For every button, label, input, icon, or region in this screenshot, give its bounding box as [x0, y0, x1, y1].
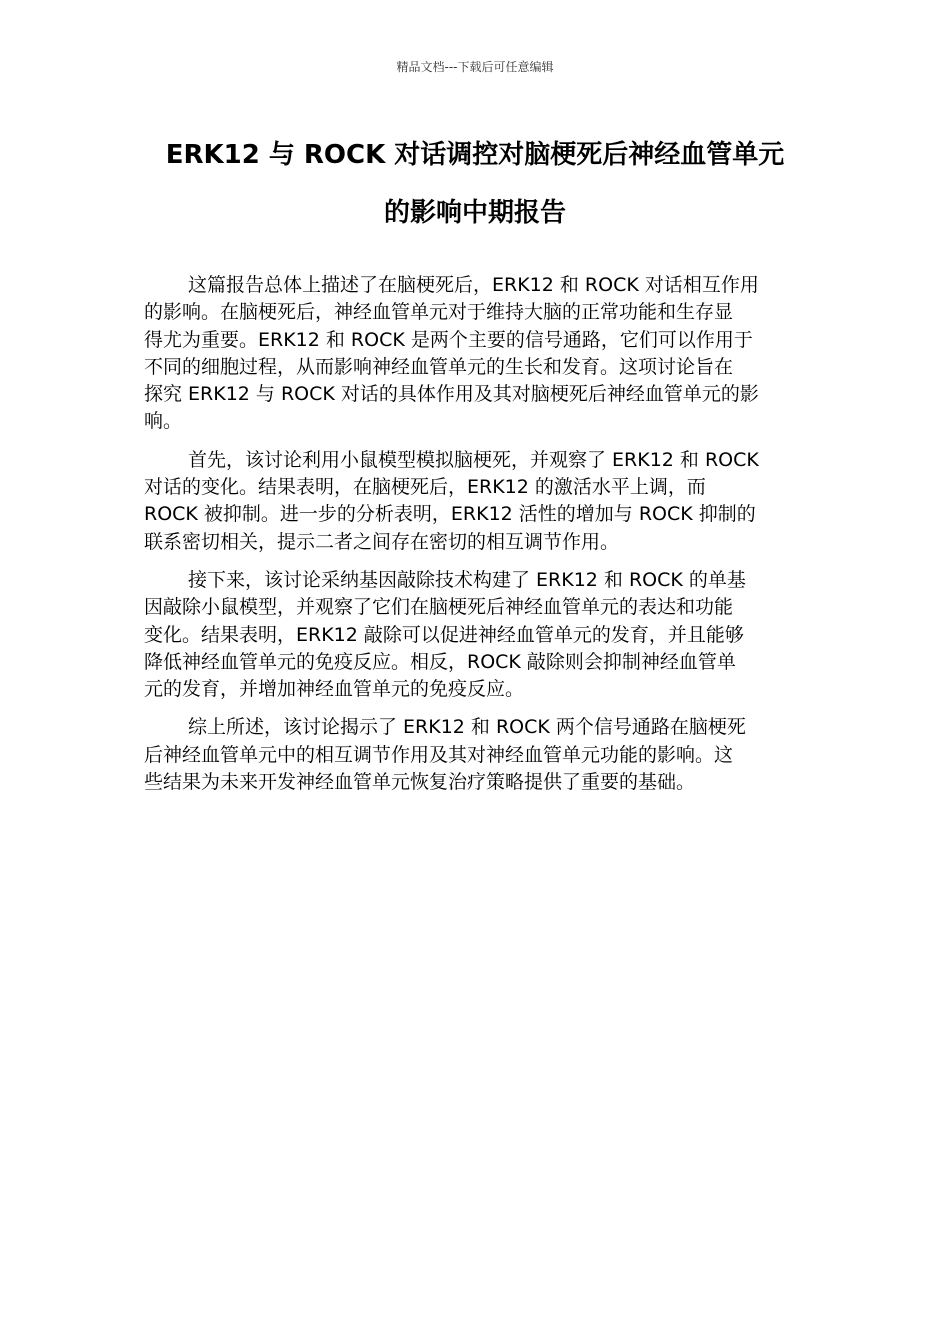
- paragraph-line: 些结果为未来开发神经血管单元恢复治疗策略提供了重要的基础。: [144, 771, 696, 794]
- paragraph-3: [144, 567, 808, 703]
- header-note: 精品文档---下载后可任意编辑: [396, 60, 554, 74]
- paragraph-line: 这篇报告总体上描述了在脑梗死后，ERK12 和 ROCK 对话相互作用: [188, 274, 759, 296]
- document-title: [120, 126, 830, 242]
- paragraph-line: 因敲除小鼠模型，并观察了它们在脑梗死后神经血管单元的表达和功能: [144, 596, 734, 619]
- paragraph-line: 探究 ERK12 与 ROCK 对话的具体作用及其对脑梗死后神经血管单元的影: [144, 383, 759, 406]
- paragraph-line: 联系密切相关，提示二者之间存在密切的相互调节作用。: [144, 530, 620, 553]
- paragraph-4: [144, 714, 808, 796]
- paragraph-line: 对话的变化。结果表明，在脑梗死后，ERK12 的激活水平上调，而: [144, 476, 706, 499]
- paragraph-line: 首先，该讨论利用小鼠模型模拟脑梗死，并观察了 ERK12 和 ROCK: [188, 448, 759, 471]
- title-line-2: 的影响中期报告: [383, 198, 566, 228]
- paragraph-line: 综上所述，该讨论揭示了 ERK12 和 ROCK 两个信号通路在脑梗死: [188, 716, 746, 739]
- paragraph-line: 后神经血管单元中的相互调节作用及其对神经血管单元功能的影响。这: [144, 743, 734, 766]
- paragraph-2: [144, 447, 808, 556]
- paragraph-line: 变化。结果表明，ERK12 敲除可以促进神经血管单元的发育，并且能够: [144, 623, 744, 646]
- title-line-1: ERK12 与 ROCK 对话调控对脑梗死后神经血管单元: [165, 140, 785, 170]
- paragraph-line: 元的发育，并增加神经血管单元的免疫反应。: [144, 678, 525, 701]
- paragraph-1: [144, 272, 808, 436]
- paragraph-line: 接下来，该讨论采纳基因敲除技术构建了 ERK12 和 ROCK 的单基: [188, 568, 746, 591]
- document-body: [144, 272, 808, 807]
- paragraph-line: 得尤为重要。ERK12 和 ROCK 是两个主要的信号通路，它们可以作用于: [144, 328, 753, 351]
- paragraph-line: 的影响。在脑梗死后，神经血管单元对于维持大脑的正常功能和生存显: [144, 301, 734, 324]
- paragraph-line: 降低神经血管单元的免疫反应。相反，ROCK 敲除则会抑制神经血管单: [144, 650, 736, 673]
- paragraph-line: 不同的细胞过程，从而影响神经血管单元的生长和发育。这项讨论旨在: [144, 355, 734, 378]
- paragraph-line: 响。: [144, 410, 183, 433]
- paragraph-line: ROCK 被抑制。进一步的分析表明，ERK12 活性的增加与 ROCK 抑制的: [144, 503, 756, 526]
